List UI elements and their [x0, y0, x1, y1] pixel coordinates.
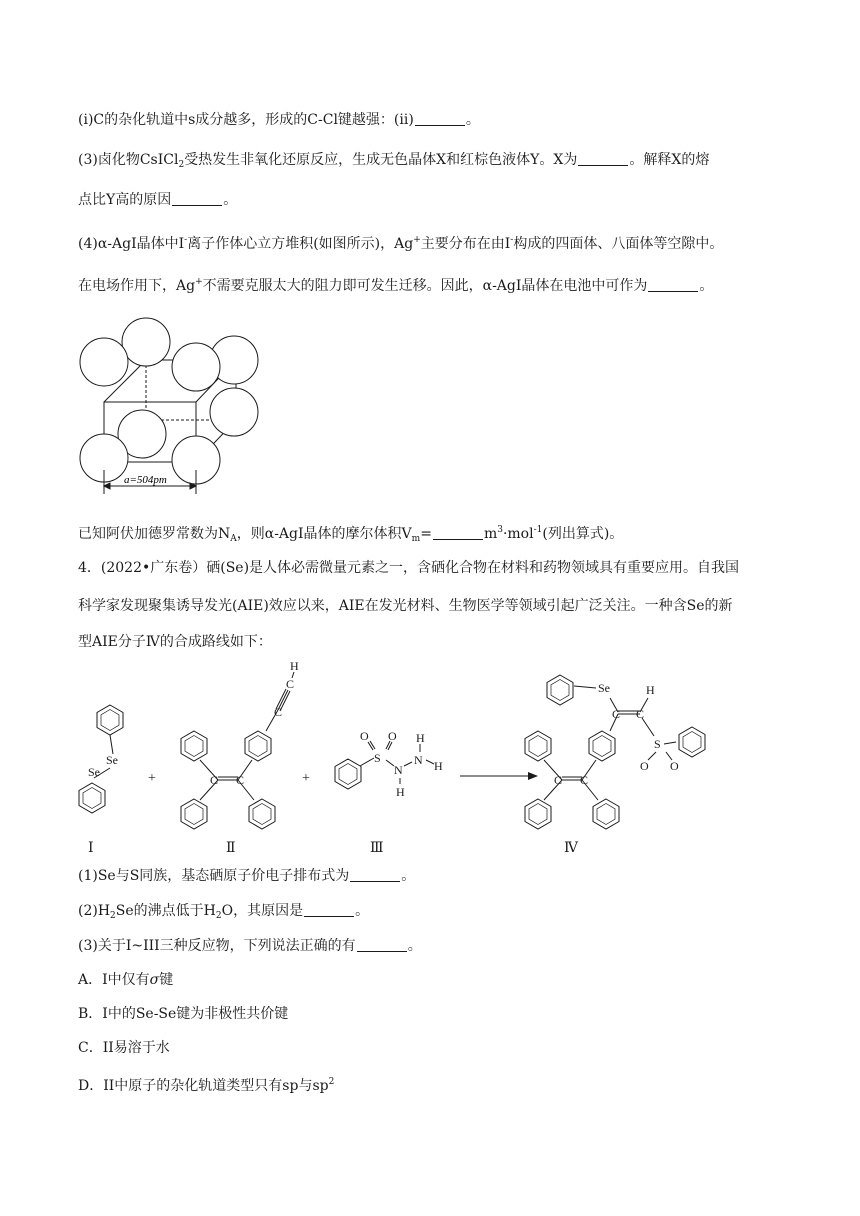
subscript: 2 — [178, 160, 185, 170]
compound-label-4: Ⅳ — [564, 841, 578, 856]
text: 已知阿伏加德罗常数为N — [78, 526, 231, 542]
question-4-stem-line-1: 4．(2022•广东卷）硒(Se)是人体必需微量元素之一，含硒化合物在材料和药物领域具有重要应用。自我国 — [78, 560, 740, 576]
question-4-stem-line-2: 科学家发现聚集诱导发光(AIE)效应以来，AIE在发光材料、生物医学等领域引起广泛关注。一种含Se的新 — [78, 598, 733, 614]
superscript: - — [184, 235, 188, 245]
text: = — [420, 526, 432, 542]
text: 在电场作用下，Ag — [78, 278, 196, 294]
atom-c: C — [210, 773, 219, 787]
lattice-parameter-label: a=504pm — [124, 474, 167, 486]
text: m — [483, 526, 498, 542]
subscript: 2 — [110, 911, 116, 921]
compound-label-3: Ⅲ — [370, 841, 384, 856]
superscript: - — [510, 235, 514, 245]
answer-blank[interactable] — [172, 191, 222, 206]
text: 。 — [407, 938, 422, 954]
text: 点比Y高的原因 — [78, 192, 172, 208]
answer-blank[interactable] — [304, 902, 354, 917]
text: O，其原因是 — [221, 903, 304, 919]
atom-c: C — [554, 773, 563, 787]
atom-c: C — [636, 707, 645, 721]
atom-h: H — [434, 759, 443, 773]
superscript: -1 — [533, 525, 543, 535]
text: 。 — [699, 278, 714, 294]
superscript: 2 — [328, 1077, 335, 1087]
text-line-6 — [78, 520, 623, 549]
subscript: m — [411, 534, 421, 544]
atom-n: N — [394, 763, 403, 777]
text: (3)卤化物CsICl — [78, 152, 179, 168]
atom-h: H — [290, 659, 299, 673]
text: 。 — [355, 903, 370, 919]
compound-label-2: Ⅱ — [226, 841, 236, 856]
plus-sign: + — [148, 771, 156, 786]
plus-sign: + — [302, 771, 310, 786]
text: 离子作体心立方堆积(如图所示)，Ag — [187, 236, 414, 252]
text: 。解释X的熔 — [629, 152, 710, 168]
atom-h: H — [646, 683, 655, 697]
text-line-2 — [78, 150, 709, 175]
text: 构成的四面体、八面体等空隙中。 — [513, 236, 724, 252]
atom-o: O — [670, 759, 679, 773]
text: 键 — [159, 972, 174, 988]
bcc-unit-cell-figure — [74, 312, 264, 502]
question-4-stem-line-3: 型AIE分子Ⅳ的合成路线如下： — [78, 634, 272, 650]
option-a[interactable] — [78, 970, 173, 990]
ion-back-bottom-right — [210, 388, 258, 436]
text-line-1 — [78, 110, 480, 130]
ion-back-top-left — [122, 318, 170, 366]
atom-c: C — [580, 773, 589, 787]
subscript: A — [230, 534, 237, 544]
text-line-5 — [78, 272, 713, 296]
text: 不需要克服太大的阻力即可发生迁移。因此，α-AgI晶体在电池中可作为 — [202, 278, 648, 294]
compound-label-1: Ⅰ — [88, 841, 94, 856]
sub-question-1 — [78, 866, 415, 886]
text: 。 — [223, 192, 238, 208]
superscript: + — [413, 235, 421, 245]
text: (ⅰ)C的杂化轨道中s成分越多，形成的C-Cl键越强：(ⅱ) — [78, 112, 414, 128]
text: ·mol — [502, 526, 534, 542]
text: Se的沸点低于H — [115, 903, 216, 919]
text: (2)H — [78, 903, 111, 919]
answer-blank[interactable] — [433, 525, 483, 540]
atom-n: N — [414, 753, 423, 767]
superscript: 3 — [497, 525, 503, 535]
atom-c: C — [286, 677, 295, 691]
synthesis-route-figure — [70, 656, 720, 856]
sigma-symbol: σ — [149, 972, 160, 988]
text: 。 — [465, 112, 480, 128]
option-d[interactable] — [78, 1072, 334, 1096]
answer-blank[interactable] — [578, 151, 628, 166]
text-line-4 — [78, 230, 723, 254]
text: 。 — [401, 868, 416, 884]
answer-blank[interactable] — [415, 111, 465, 126]
atom-c: C — [274, 705, 283, 719]
text: (3)关于I~III三种反应物，下列说法正确的有 — [78, 938, 356, 954]
superscript: + — [195, 277, 203, 287]
ion-front-top-left — [80, 338, 128, 386]
text: 主要分布在由I — [420, 236, 511, 252]
text: (列出算式)。 — [542, 526, 624, 542]
text: 与sp — [298, 1078, 329, 1094]
atom-s: S — [654, 737, 661, 751]
answer-blank[interactable] — [357, 937, 407, 952]
answer-blank[interactable] — [648, 277, 698, 292]
option-b[interactable]: B．I中的Se-Se键为非极性共价键 — [78, 1006, 289, 1022]
atom-h: H — [396, 785, 405, 799]
text: sp — [282, 1078, 299, 1094]
text: A．I中仅有 — [78, 972, 150, 988]
atom-se-1: Se — [106, 753, 118, 767]
atom-s: S — [374, 751, 381, 765]
atom-o: O — [640, 759, 649, 773]
atom-o: O — [388, 729, 397, 743]
ion-front-top-right — [172, 343, 220, 391]
sub-question-3 — [78, 936, 422, 956]
subscript: 2 — [215, 911, 222, 921]
atom-se: Se — [598, 681, 610, 695]
sub-question-2 — [78, 901, 369, 926]
text: D．II中原子的杂化轨道类型只有 — [78, 1078, 283, 1094]
atom-o: O — [360, 729, 369, 743]
text: ，则α-AgI晶体的摩尔体积V — [236, 526, 412, 542]
text: (4)α-AgI晶体中I — [78, 236, 185, 252]
text: 受热发生非氧化还原反应，生成无色晶体X和红棕色液体Y。X为 — [184, 152, 578, 168]
answer-blank[interactable] — [350, 867, 400, 882]
atom-c: C — [236, 773, 245, 787]
text: (1)Se与S同族，基态硒原子价电子排布式为 — [78, 868, 350, 884]
atom-h: H — [416, 731, 425, 745]
text-line-3 — [78, 190, 237, 210]
option-c[interactable]: C．II易溶于水 — [78, 1040, 170, 1056]
atom-se-2: Se — [88, 765, 100, 779]
atom-c: C — [612, 707, 621, 721]
